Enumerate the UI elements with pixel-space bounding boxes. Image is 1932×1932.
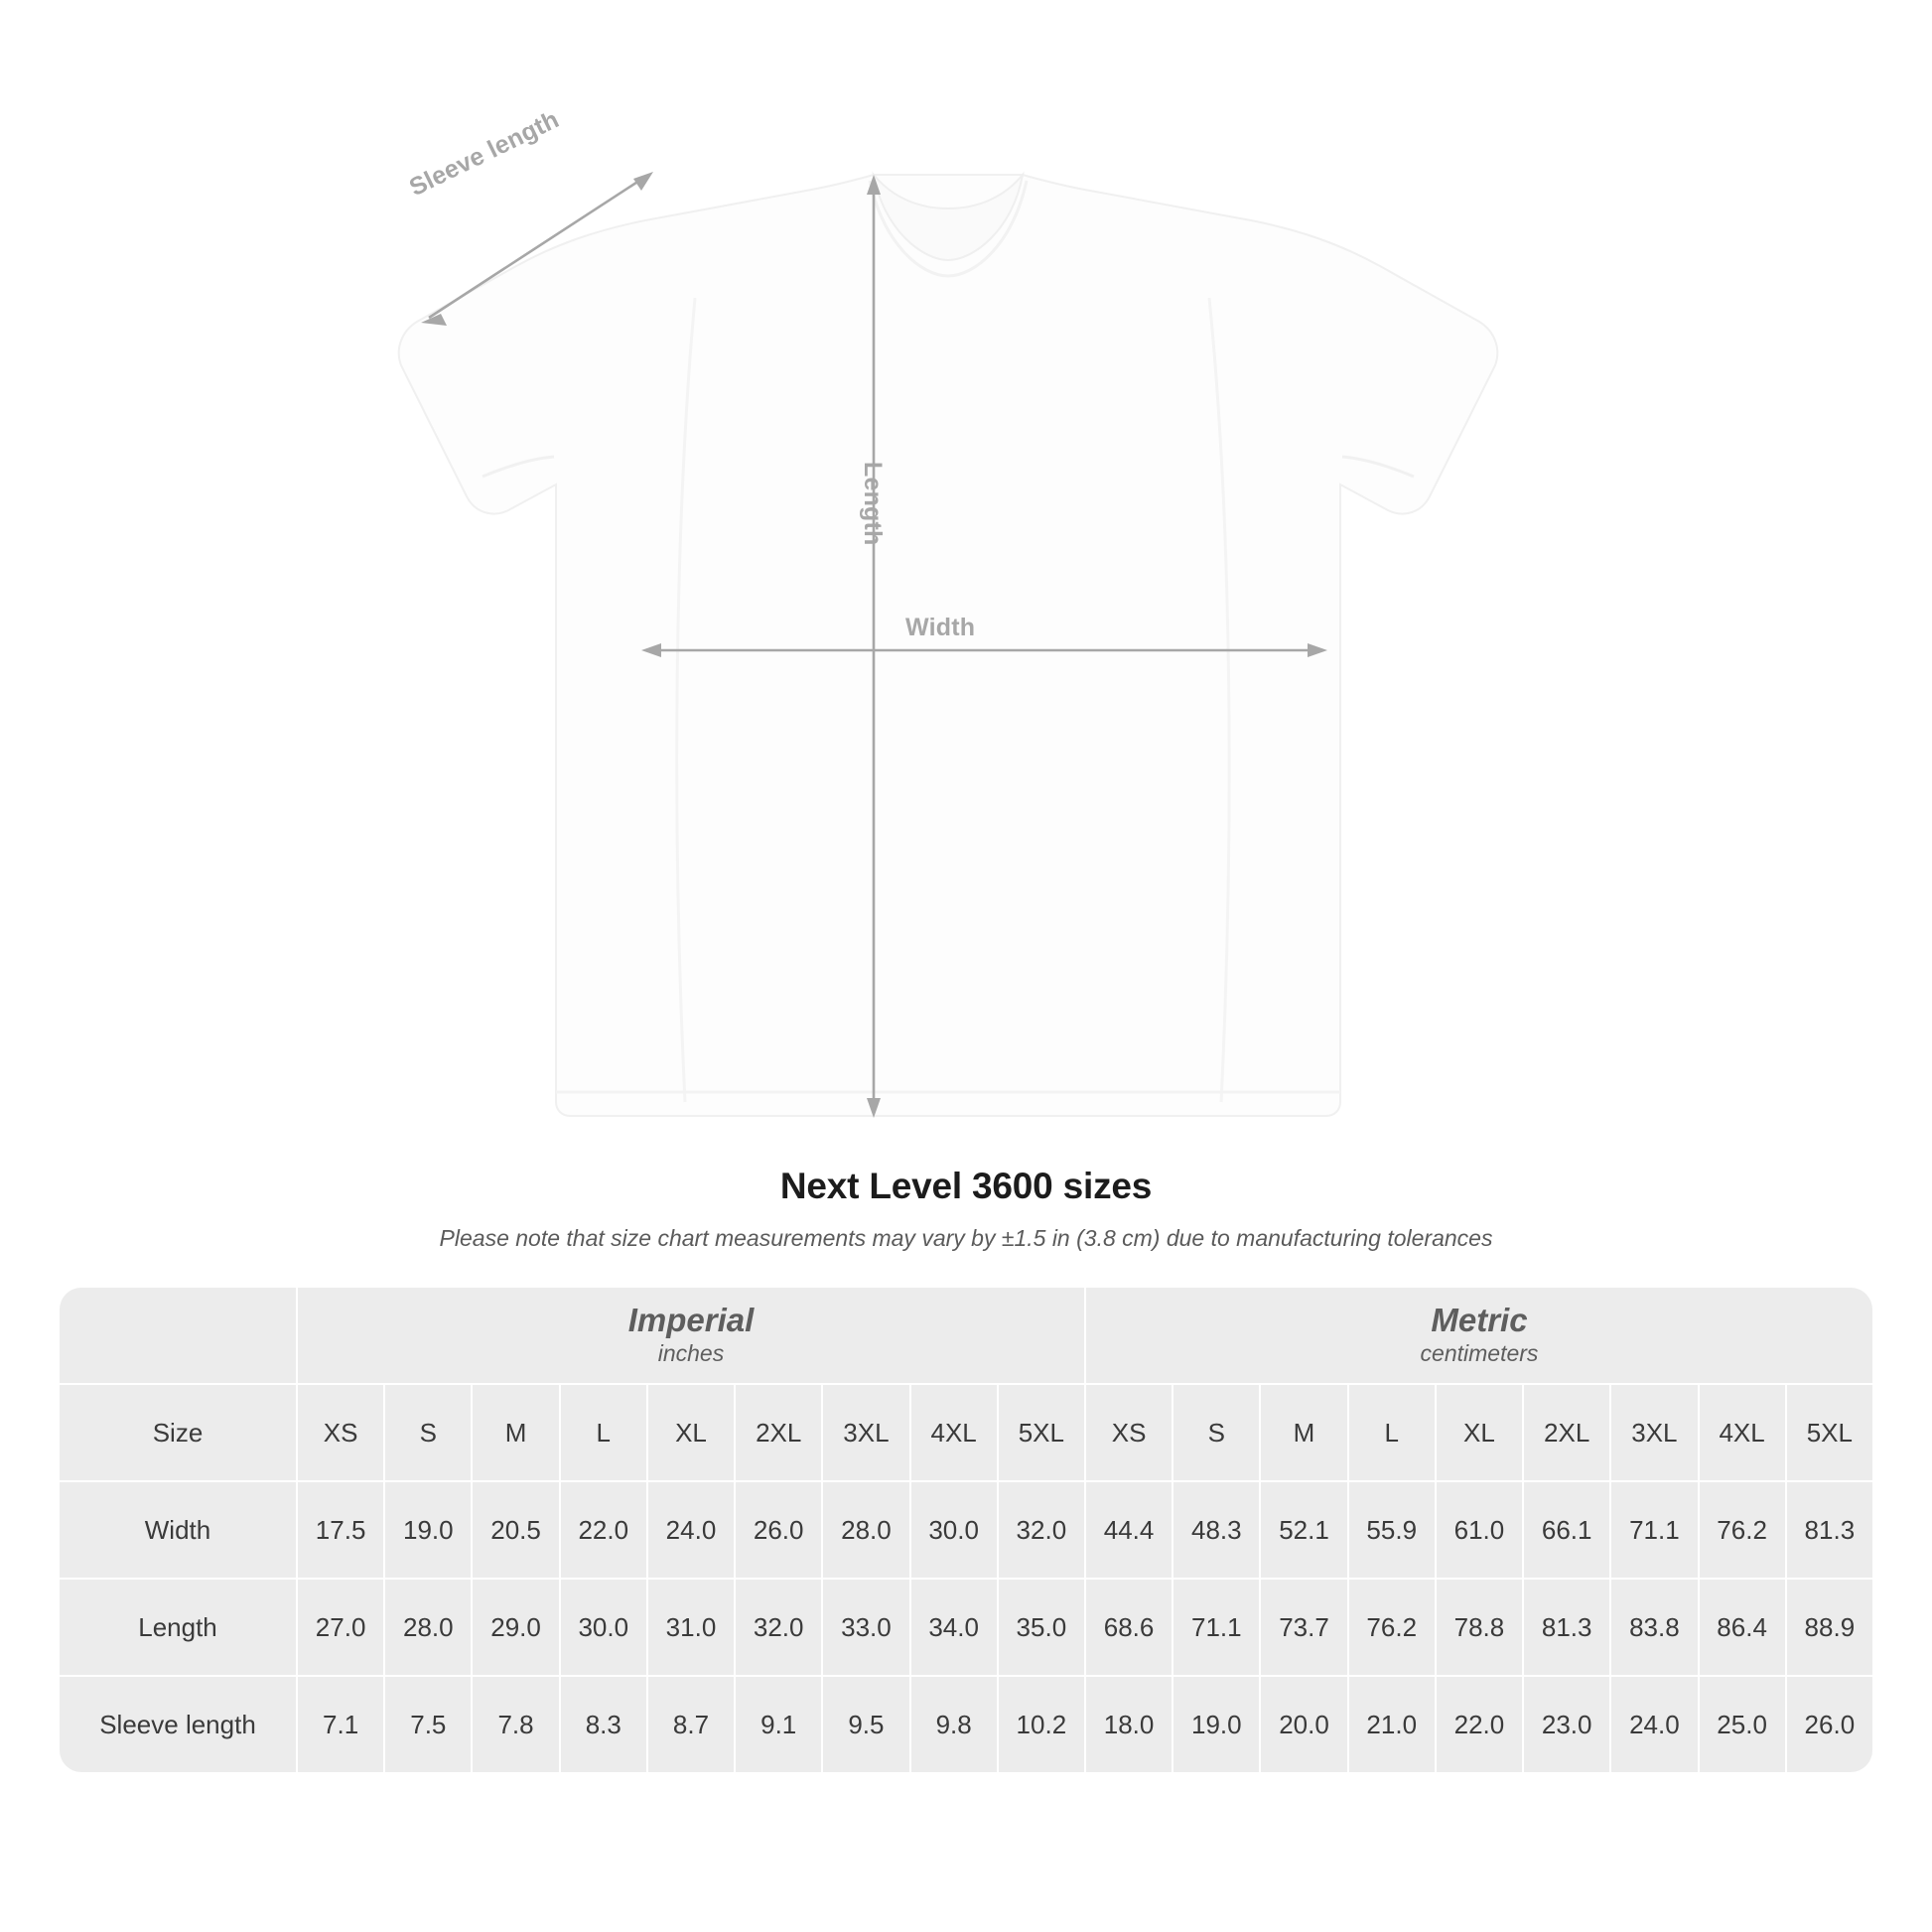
page-title: Next Level 3600 sizes [779, 1166, 1153, 1206]
cell-width-metric-2xl: 66.1 [1524, 1482, 1609, 1578]
size-header-metric-4xl: 4XL [1700, 1385, 1785, 1480]
cell-sleeve-length-imperial-2xl: 9.1 [736, 1677, 821, 1772]
cell-length-metric-l: 76.2 [1349, 1580, 1435, 1675]
cell-sleeve-length-imperial-xs: 7.1 [298, 1677, 383, 1772]
cell-sleeve-length-imperial-l: 8.3 [561, 1677, 646, 1772]
size-table-wrap [58, 1286, 1874, 1774]
size-header-metric-s: S [1173, 1385, 1259, 1480]
cell-sleeve-length-metric-4xl: 25.0 [1700, 1677, 1785, 1772]
cell-sleeve-length-imperial-3xl: 9.5 [823, 1677, 908, 1772]
cell-length-metric-5xl: 88.9 [1787, 1580, 1872, 1675]
table-corner-blank [60, 1288, 296, 1383]
cell-width-metric-m: 52.1 [1261, 1482, 1346, 1578]
cell-sleeve-length-metric-3xl: 24.0 [1611, 1677, 1697, 1772]
cell-length-metric-4xl: 86.4 [1700, 1580, 1785, 1675]
cell-width-metric-xl: 61.0 [1437, 1482, 1522, 1578]
size-header-imperial-l: L [561, 1385, 646, 1480]
size-header-imperial-s: S [385, 1385, 471, 1480]
tolerance-note: Please note that size chart measurements may vary by ±1.5 in (3.8 cm) due to manufacturing tolerances [439, 1225, 1493, 1251]
size-header-imperial-m: M [473, 1385, 558, 1480]
cell-length-imperial-3xl: 33.0 [823, 1580, 908, 1675]
size-header-imperial-xs: XS [298, 1385, 383, 1480]
cell-sleeve-length-metric-m: 20.0 [1261, 1677, 1346, 1772]
size-header-imperial-2xl: 2XL [736, 1385, 821, 1480]
cell-sleeve-length-metric-l: 21.0 [1349, 1677, 1435, 1772]
size-chart-table [58, 1286, 1874, 1774]
cell-width-metric-3xl: 71.1 [1611, 1482, 1697, 1578]
size-column-label: Size [60, 1385, 296, 1480]
size-header-imperial-5xl: 5XL [999, 1385, 1084, 1480]
cell-width-imperial-xl: 24.0 [648, 1482, 734, 1578]
cell-width-imperial-5xl: 32.0 [999, 1482, 1084, 1578]
cell-width-metric-s: 48.3 [1173, 1482, 1259, 1578]
cell-width-metric-l: 55.9 [1349, 1482, 1435, 1578]
size-header-metric-xl: XL [1437, 1385, 1522, 1480]
unit-header-row [60, 1288, 1872, 1383]
cell-sleeve-length-imperial-s: 7.5 [385, 1677, 471, 1772]
cell-sleeve-length-imperial-m: 7.8 [473, 1677, 558, 1772]
size-header-imperial-xl: XL [648, 1385, 734, 1480]
cell-length-imperial-xs: 27.0 [298, 1580, 383, 1675]
unit-sub: centimeters [1420, 1340, 1539, 1367]
cell-sleeve-length-metric-5xl: 26.0 [1787, 1677, 1872, 1772]
cell-width-imperial-4xl: 30.0 [911, 1482, 997, 1578]
size-header-metric-5xl: 5XL [1787, 1385, 1872, 1480]
sleeve-length-label: Sleeve length [405, 105, 564, 203]
cell-width-metric-5xl: 81.3 [1787, 1482, 1872, 1578]
cell-sleeve-length-imperial-xl: 8.7 [648, 1677, 734, 1772]
cell-sleeve-length-metric-xl: 22.0 [1437, 1677, 1522, 1772]
cell-width-metric-4xl: 76.2 [1700, 1482, 1785, 1578]
cell-sleeve-length-metric-s: 19.0 [1173, 1677, 1259, 1772]
size-header-imperial-4xl: 4XL [911, 1385, 997, 1480]
cell-width-imperial-3xl: 28.0 [823, 1482, 908, 1578]
length-label: Length [859, 462, 887, 546]
size-header-metric-m: M [1261, 1385, 1346, 1480]
width-label: Width [905, 614, 976, 641]
size-header-row [60, 1385, 1872, 1480]
cell-width-imperial-2xl: 26.0 [736, 1482, 821, 1578]
table-row [60, 1580, 1872, 1675]
unit-sub: inches [657, 1340, 725, 1367]
unit-name: Imperial [627, 1302, 755, 1339]
table-row [60, 1482, 1872, 1578]
size-header-imperial-3xl: 3XL [823, 1385, 908, 1480]
cell-sleeve-length-metric-2xl: 23.0 [1524, 1677, 1609, 1772]
cell-length-imperial-4xl: 34.0 [911, 1580, 997, 1675]
cell-length-imperial-5xl: 35.0 [999, 1580, 1084, 1675]
cell-length-imperial-l: 30.0 [561, 1580, 646, 1675]
cell-length-metric-xs: 68.6 [1086, 1580, 1172, 1675]
cell-width-metric-xs: 44.4 [1086, 1482, 1172, 1578]
unit-header-imperial [298, 1288, 1084, 1383]
cell-length-imperial-s: 28.0 [385, 1580, 471, 1675]
cell-length-metric-3xl: 83.8 [1611, 1580, 1697, 1675]
cell-length-metric-2xl: 81.3 [1524, 1580, 1609, 1675]
cell-length-metric-m: 73.7 [1261, 1580, 1346, 1675]
row-label-width: Width [60, 1482, 296, 1578]
cell-length-metric-xl: 78.8 [1437, 1580, 1522, 1675]
unit-name: Metric [1431, 1302, 1528, 1339]
tshirt-shape [399, 175, 1498, 1116]
row-label-sleeve-length: Sleeve length [60, 1677, 296, 1772]
cell-length-imperial-m: 29.0 [473, 1580, 558, 1675]
size-header-metric-xs: XS [1086, 1385, 1172, 1480]
size-header-metric-2xl: 2XL [1524, 1385, 1609, 1480]
cell-sleeve-length-imperial-4xl: 9.8 [911, 1677, 997, 1772]
size-header-metric-l: L [1349, 1385, 1435, 1480]
size-header-metric-3xl: 3XL [1611, 1385, 1697, 1480]
cell-sleeve-length-imperial-5xl: 10.2 [999, 1677, 1084, 1772]
table-row [60, 1677, 1872, 1772]
title-block [0, 1166, 1932, 1252]
cell-width-imperial-s: 19.0 [385, 1482, 471, 1578]
cell-width-imperial-m: 20.5 [473, 1482, 558, 1578]
cell-length-metric-s: 71.1 [1173, 1580, 1259, 1675]
cell-length-imperial-xl: 31.0 [648, 1580, 734, 1675]
cell-length-imperial-2xl: 32.0 [736, 1580, 821, 1675]
row-label-length: Length [60, 1580, 296, 1675]
unit-header-metric [1086, 1288, 1872, 1383]
cell-sleeve-length-metric-xs: 18.0 [1086, 1677, 1172, 1772]
cell-width-imperial-xs: 17.5 [298, 1482, 383, 1578]
cell-width-imperial-l: 22.0 [561, 1482, 646, 1578]
